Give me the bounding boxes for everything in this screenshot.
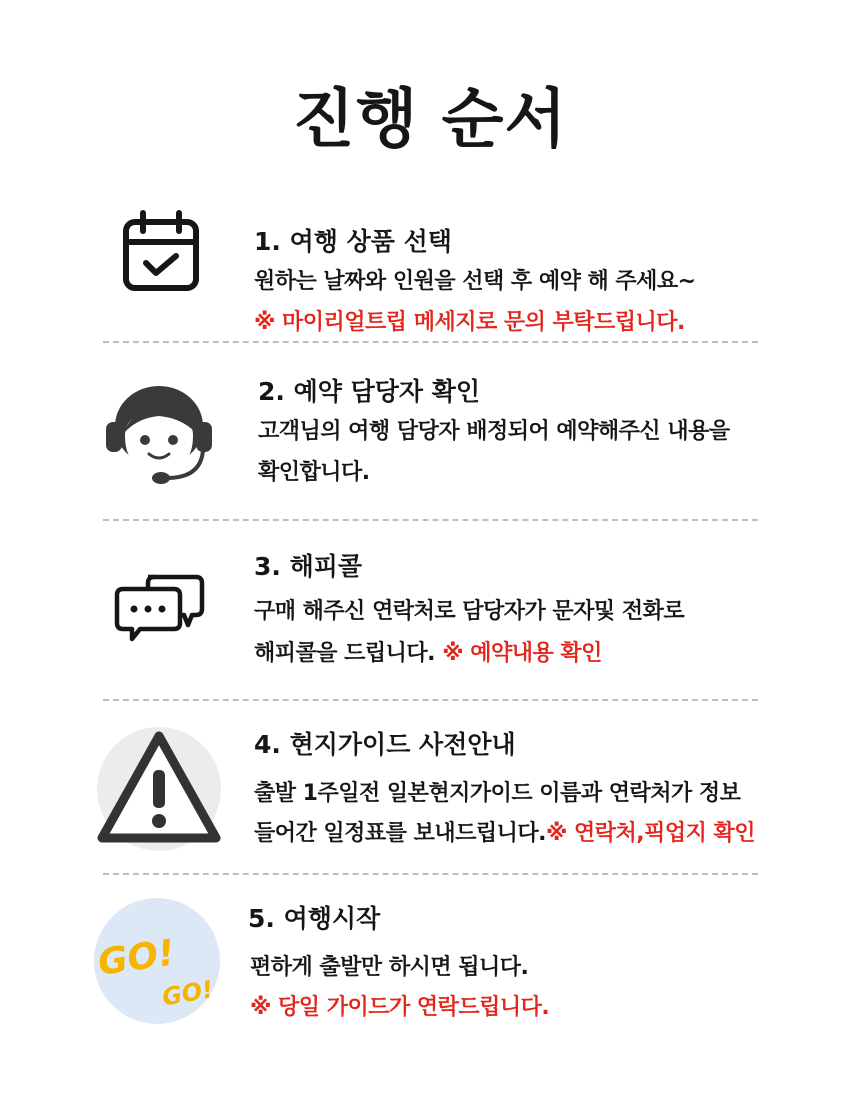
- divider-4: [103, 873, 758, 875]
- step-4-description-line2: [254, 819, 755, 849]
- warning-triangle-icon: [96, 726, 222, 852]
- divider-3: [103, 699, 758, 701]
- go-icon-text-large: GO!: [95, 932, 178, 984]
- step-2-title: 2. 예약 담당자 확인: [258, 377, 481, 406]
- headset-agent-icon: [103, 378, 215, 490]
- step-3-title: 3. 해피콜: [254, 552, 363, 581]
- divider-2: [103, 519, 758, 521]
- chat-bubbles-icon: [114, 573, 206, 643]
- step-3-note: ※ 예약내용 확인: [442, 641, 602, 666]
- go-go-icon: [94, 898, 220, 1024]
- step-1-title: 1. 여행 상품 선택: [254, 227, 452, 256]
- calendar-check-icon: [122, 210, 200, 294]
- step-3-description-line1: 구매 해주신 연락처로 담당자가 문자및 전화로: [254, 599, 685, 624]
- step-1-note: ※ 마이리얼트립 메세지로 문의 부탁드립니다.: [254, 310, 685, 335]
- page-title: 진행 순서: [292, 83, 568, 157]
- step-2-description-line1: 고객님의 여행 담당자 배정되어 예약해주신 내용을: [258, 419, 730, 444]
- step-4-description-text: 들어간 일정표를 보내드립니다.: [254, 821, 546, 846]
- divider-1: [103, 341, 758, 343]
- step-4-title: 4. 현지가이드 사전안내: [254, 730, 516, 759]
- step-5-title: 5. 여행시작: [248, 904, 381, 933]
- step-2-description-line2: 확인합니다.: [258, 460, 370, 485]
- go-icon-text-small: GO!: [160, 975, 216, 1012]
- step-5-note: ※ 당일 가이드가 연락드립니다.: [250, 995, 550, 1020]
- step-4-note: ※ 연락처,픽업지 확인: [545, 821, 756, 846]
- step-4-description-line1: 출발 1주일전 일본현지가이드 이름과 연락처가 정보: [254, 781, 741, 806]
- step-1-description: 원하는 날짜와 인원을 선택 후 예약 해 주세요~: [254, 269, 696, 294]
- step-5-description: 편하게 출발만 하시면 됩니다.: [250, 955, 529, 980]
- step-3-description-line2: [254, 639, 602, 669]
- step-3-description-text: 해피콜을 드립니다.: [254, 641, 436, 666]
